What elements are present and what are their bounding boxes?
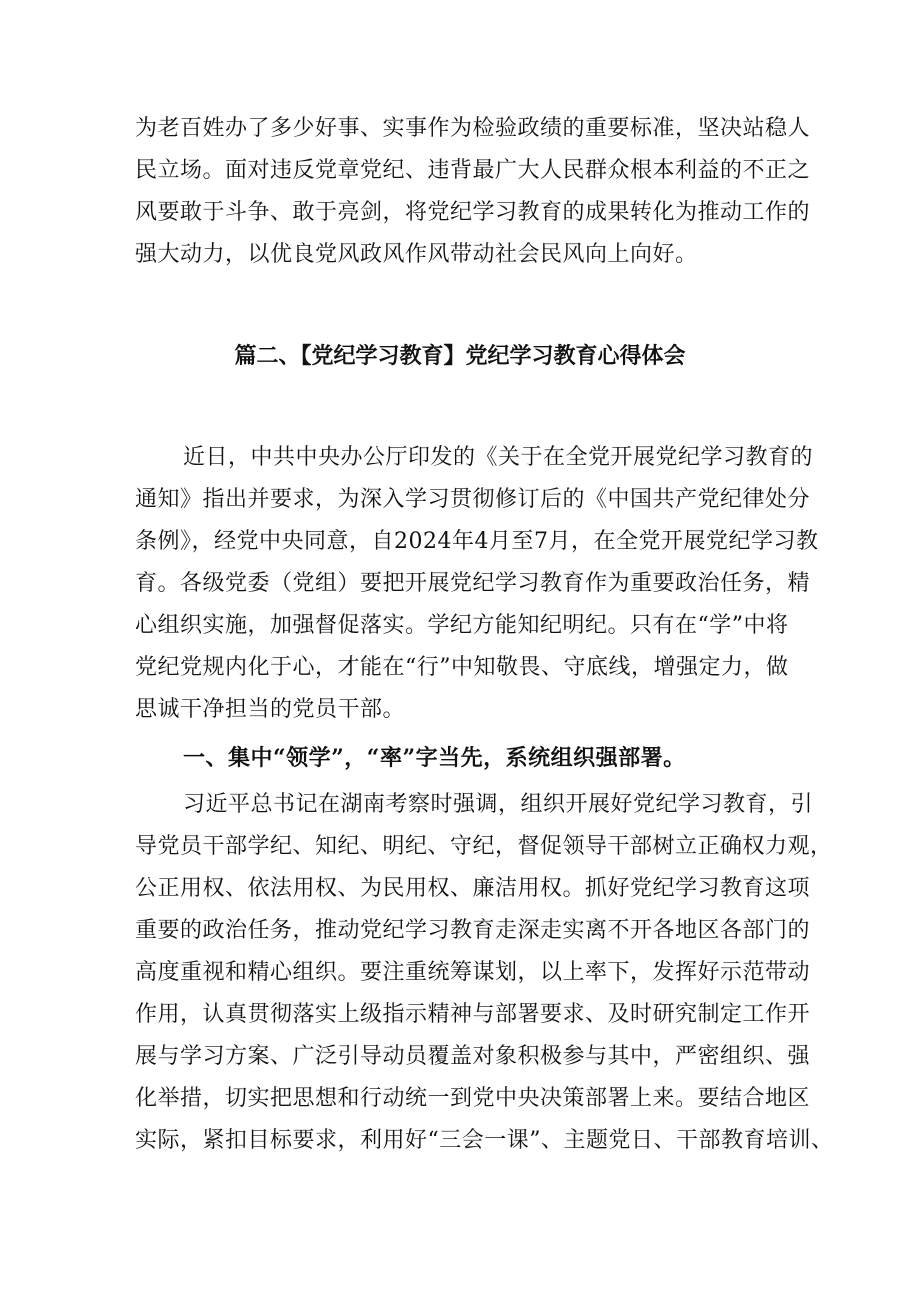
paragraph-line: 党纪党规内化于心，才能在“行”中知敬畏、守底线，增强定力，做: [135, 655, 789, 680]
paragraph-line: 思诚干净担当的党员干部。: [135, 697, 406, 722]
section-title: 篇二、【党纪学习教育】党纪学习教育心得体会: [234, 343, 686, 369]
intro-line: 民立场。面对违反党章党纪、违背最广大人民群众根本利益的不正之: [135, 158, 811, 183]
paragraph-line: 高度重视和精心组织。要注重统筹谋划，以上率下，发挥好示范带动: [135, 960, 811, 985]
intro-line: 强大动力，以优良党风政风作风带动社会民风向上向好。: [135, 242, 698, 267]
paragraph-line: 通知》指出并要求，为深入学习贯彻修订后的《中国共产党纪律处分: [135, 487, 811, 512]
intro-line: 风要敢于斗争、敢于亮剑，将党纪学习教育的成果转化为推动工作的: [135, 200, 811, 225]
paragraph-line: 重要的政治任务，推动党纪学习教育走深走实离不开各地区各部门的: [135, 918, 811, 943]
paragraph-line: 实际，紧扣目标要求，利用好“三会一课”、主题党日、干部教育培训、: [135, 1128, 834, 1153]
paragraph-line: 心组织实施，加强督促落实。学纪方能知纪明纪。只有在“学”中将: [135, 613, 789, 638]
paragraph-line: 条例》，经党中央同意，自2024年4月至7月，在全党开展党纪学习教: [135, 529, 819, 554]
paragraph-line: 近日，中共中央办公厅印发的《关于在全党开展党纪学习教育的: [183, 445, 814, 470]
paragraph-line: 育。各级党委（党组）要把开展党纪学习教育作为重要政治任务，精: [135, 571, 811, 596]
paragraph-line: 展与学习方案、广泛引导动员覆盖对象积极参与其中，严密组织、强: [135, 1044, 811, 1069]
section-heading: 一、集中“领学”，“率”字当先，系统组织强部署。: [183, 745, 686, 771]
paragraph-line: 习近平总书记在湖南考察时强调，组织开展好党纪学习教育，引: [183, 792, 814, 817]
paragraph-line: 化举措，切实把思想和行动统一到党中央决策部署上来。要结合地区: [135, 1086, 811, 1111]
paragraph-line: 导党员干部学纪、知纪、明纪、守纪，督促领导干部树立正确权力观，: [135, 834, 833, 859]
paragraph-line: 作用，认真贯彻落实上级指示精神与部署要求、及时研究制定工作开: [135, 1002, 811, 1027]
paragraph-line: 公正用权、依法用权、为民用权、廉洁用权。抓好党纪学习教育这项: [135, 876, 811, 901]
intro-line: 为老百姓办了多少好事、实事作为检验政绩的重要标准，坚决站稳人: [135, 116, 811, 141]
